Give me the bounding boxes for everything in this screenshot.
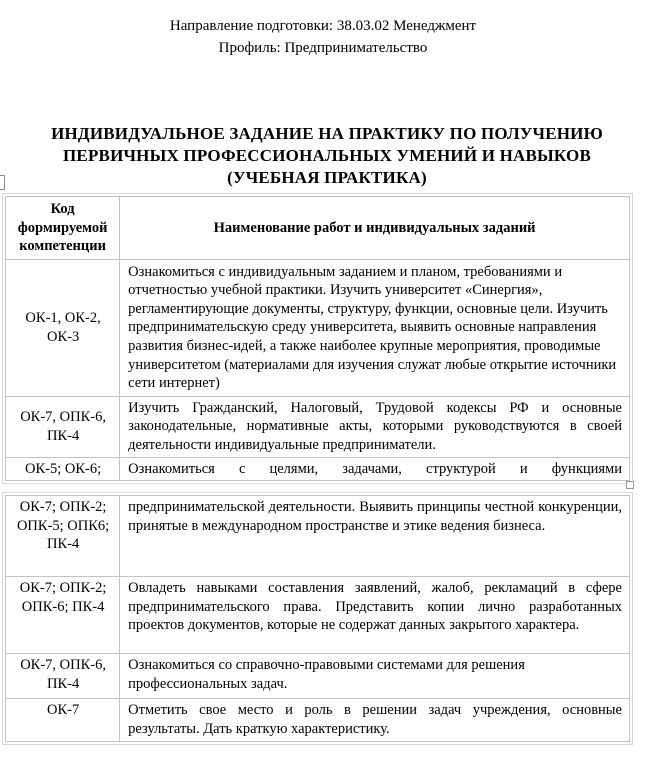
task-description-cell: Ознакомиться с индивидуальным заданием и планом, требованиями и отчетностью учебной практики. Изучить университет «Синергия», регламентирующие документы, структуру, функции, основные цели. Изучить предпринимательскую среду университета, выявить основные направления развития бизнес-идей, а также наиболее крупные мероприятия, проводимые университетом (материалами для изучения служат любые открытие источники сети интернет) — [120, 259, 630, 396]
table-header-row — [6, 197, 630, 260]
table-move-handle[interactable] — [0, 175, 5, 190]
competency-code-cell: ОК-7 — [6, 699, 120, 742]
competency-code-cell: ОК-5; ОК-6; — [6, 457, 120, 481]
competency-code-cell: ОК-7; ОПК-2; ОПК-5; ОПК6; ПК-4 — [6, 496, 120, 577]
table-row — [6, 259, 630, 396]
task-description-cell: Ознакомиться с целями, задачами, структурой и функциями — [120, 457, 630, 481]
profile-line: Профиль: Предпринимательство — [218, 40, 428, 56]
table-row — [6, 654, 630, 699]
competency-table-continued — [5, 495, 630, 742]
column-header-tasks: Наименование работ и индивидуальных заданий — [120, 197, 630, 260]
table-row — [6, 577, 630, 654]
table-row — [6, 699, 630, 742]
program-line: Направление подготовки: 38.03.02 Менеджмент — [169, 18, 477, 34]
column-header-code: Код формируемой компетенции — [6, 197, 120, 260]
competency-table — [5, 196, 630, 481]
competency-code-cell: ОК-7, ОПК-6, ПК-4 — [6, 396, 120, 457]
task-description-cell: Ознакомиться со справочно-правовыми системами для решения профессиональных задач. — [120, 654, 630, 699]
table-row — [6, 396, 630, 457]
table-row — [6, 457, 630, 481]
competency-code-cell: ОК-7, ОПК-6, ПК-4 — [6, 654, 120, 699]
document-header — [0, 0, 646, 59]
competency-code-cell: ОК-1, ОК-2, ОК-3 — [6, 259, 120, 396]
table-resize-handle[interactable] — [626, 481, 634, 489]
document-title: ИНДИВИДУАЛЬНОЕ ЗАДАНИЕ НА ПРАКТИКУ ПО ПОЛУЧЕНИЮ ПЕРВИЧНЫХ ПРОФЕССИОНАЛЬНЫХ УМЕНИЙ И НАВЫКОВ (УЧЕБНАЯ ПРАКТИКА) — [51, 124, 603, 187]
task-description-cell: предпринимательской деятельности. Выявить принципы честной конкуренции, принятые в международном пространстве и этике ведения бизнеса. — [120, 496, 630, 577]
competency-code-cell: ОК-7; ОПК-2; ОПК-6; ПК-4 — [6, 577, 120, 654]
task-description-cell: Изучить Гражданский, Налоговый, Трудовой кодексы РФ и основные законодательные, нормативные акты, которыми руководствуются в своей деятельности индивидуальные предприниматели. — [120, 396, 630, 457]
task-description-cell: Овладеть навыками составления заявлений, жалоб, рекламаций в сфере предпринимательского права. Представить копии лично разработанных проектов документов, которые не содержат данных закрытого характера. — [120, 577, 630, 654]
table-row — [6, 496, 630, 577]
task-description-cell: Отметить свое место и роль в решении задач учреждения, основные результаты. Дать краткую характеристику. — [120, 699, 630, 742]
